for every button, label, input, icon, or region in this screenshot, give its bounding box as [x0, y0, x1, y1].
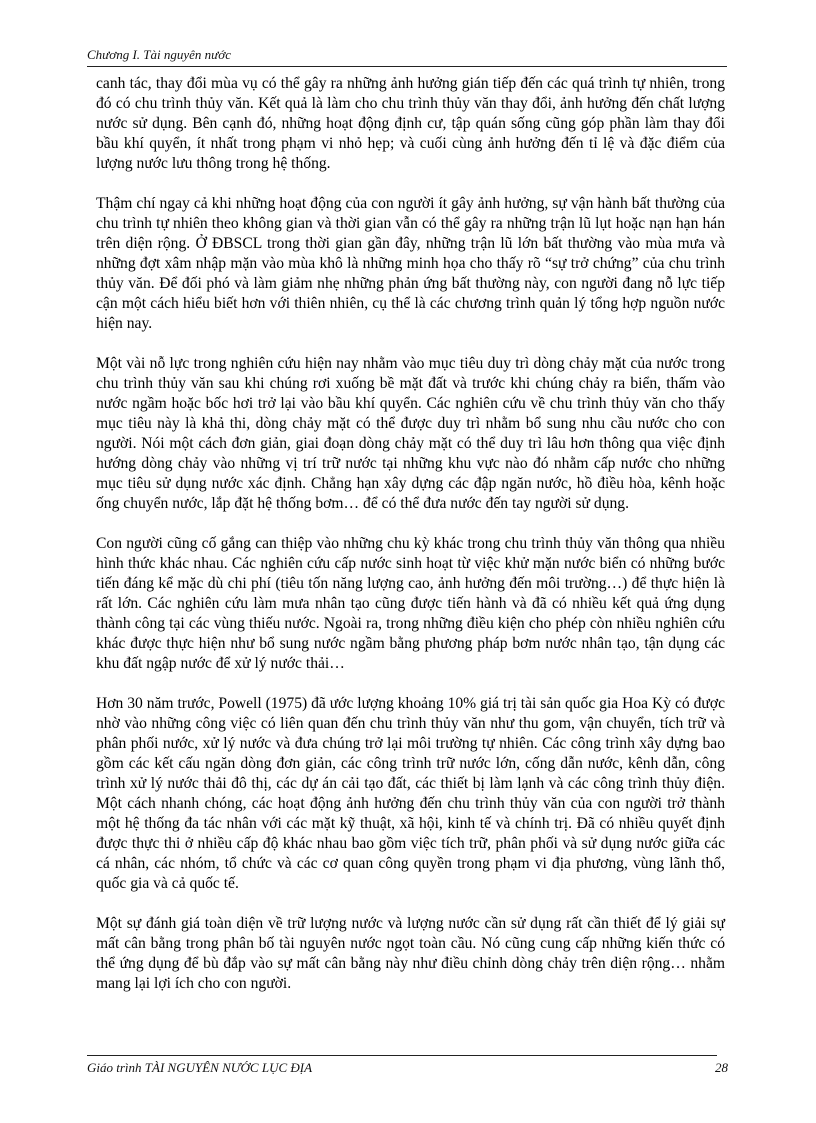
footer-divider [87, 1055, 717, 1056]
body-text [96, 74, 725, 1014]
page-number: 28 [715, 1060, 728, 1075]
paragraph: Một sự đánh giá toàn diện về trữ lượng nước và lượng nước cần sử dụng rất cần thiết để lý giải sự mất cân bằng trong phân bố tài nguyên nước ngọt toàn cầu. Nó cũng cung cấp những kiến thức có thể ứng dụng để bù đắp vào sự mất cân bằng này như điều chỉnh dòng chảy trên diện rộng… nhằm mang lại lợi ích cho con người. [96, 915, 725, 992]
paragraph: canh tác, thay đổi mùa vụ có thể gây ra những ảnh hưởng gián tiếp đến các quá trình tự nhiên, trong đó có chu trình thủy văn. Kết quả là làm cho chu trình thủy văn thay đổi, ảnh hưởng đến chất lượng nước sử dụng. Bên cạnh đó, những hoạt động định cư, tập quán sống cũng góp phần làm thay đổi bầu khí quyển, ít nhất trong phạm vi nhỏ hẹp; và cuối cùng ảnh hưởng đến tỉ lệ và đặc điểm của lượng nước lưu thông trong hệ thống. [96, 75, 725, 172]
paragraph: Hơn 30 năm trước, Powell (1975) đã ước lượng khoảng 10% giá trị tài sản quốc gia Hoa Kỳ có được nhờ vào những công việc có liên quan đến chu trình thủy văn như thu gom, vận chuyển, tích trữ và phân phối nước, xử lý nước và đưa chúng trở lại môi trường tự nhiên. Các công trình xây dựng bao gồm các kết cấu ngăn dòng đơn giản, các công trình trữ nước lớn, cống dẫn nước, kênh dẫn, công trình xử lý nước thải đô thị, các dự án cải tạo đất, các thiết bị làm lạnh và các công trình thủy điện. Một cách nhanh chóng, các hoạt động ảnh hưởng đến chu trình thủy văn của con người trở thành một hệ thống đa tác nhân với các mặt kỹ thuật, xã hội, kinh tế và chính trị. Đã có nhiều quyết định được thực thi ở nhiều cấp độ khác nhau bao gồm việc tích trữ, phân phối và sử dụng nước giữa các cá nhân, các nhóm, tổ chức và các cơ quan công quyền trong phạm vi địa phương, vùng lãnh thổ, quốc gia và cả quốc tế. [96, 695, 725, 892]
running-header: Chương I. Tài nguyên nước [87, 47, 231, 62]
running-footer: Giáo trình TÀI NGUYÊN NƯỚC LỤC ĐỊA [87, 1060, 313, 1075]
paragraph: Con người cũng cố gắng can thiệp vào những chu kỳ khác trong chu trình thủy văn thông qua nhiều hình thức khác nhau. Các nghiên cứu cấp nước sinh hoạt từ việc khử mặn nước biển có những bước tiến đáng kể mặc dù chi phí (tiêu tốn năng lượng cao, ảnh hưởng đến môi trường…) để thực hiện là rất lớn. Các nghiên cứu làm mưa nhân tạo cũng được tiến hành và đã có nhiều kết quả ứng dụng thành công tại các vùng thiếu nước. Ngoài ra, trong những điều kiện cho phép còn nhiều nghiên cứu khác được thực hiện như bổ sung nước ngầm bằng phương pháp bơm nước nhân tạo, tận dụng các khu đất ngập nước để xử lý nước thải… [96, 535, 725, 672]
header-divider [87, 66, 727, 67]
paragraph: Thậm chí ngay cả khi những hoạt động của con người ít gây ảnh hưởng, sự vận hành bất thường của chu trình tự nhiên theo không gian và thời gian vẫn có thể gây ra những trận lũ lụt hoặc nạn hạn hán trên diện rộng. Ở ĐBSCL trong thời gian gần đây, những trận lũ lớn bất thường vào mùa mưa và những đợt xâm nhập mặn vào mùa khô là những minh họa cho thấy rõ “sự trở chứng” của chu trình thủy văn. Để đối phó và làm giảm nhẹ những phản ứng bất thường này, con người đang nỗ lực tiếp cận một cách hiểu biết hơn với thiên nhiên, cụ thể là các chương trình quản lý tổng hợp nguồn nước hiện nay. [96, 195, 725, 332]
paragraph: Một vài nỗ lực trong nghiên cứu hiện nay nhằm vào mục tiêu duy trì dòng chảy mặt của nước trong chu trình thủy văn sau khi chúng rơi xuống bề mặt đất và trước khi chúng chảy ra biển, thấm vào nước ngầm hoặc bốc hơi trở lại vào bầu khí quyển. Các nghiên cứu về chu trình thủy văn cho thấy mục tiêu này là khả thi, dòng chảy mặt có thể được duy trì nhằm bổ sung nhu cầu nước cho con người. Nói một cách đơn giản, giai đoạn dòng chảy mặt có thể duy trì lâu hơn thông qua việc định hướng dòng chảy vào những vị trí trữ nước tại những khu vực nào đó nhằm cấp nước cho những mục tiêu sử dụng nước xác định. Chẳng hạn xây dựng các đập ngăn nước, hồ điều hòa, kênh hoặc ống chuyển nước, lắp đặt hệ thống bơm… để có thể đưa nước đến tay người sử dụng. [96, 355, 725, 512]
